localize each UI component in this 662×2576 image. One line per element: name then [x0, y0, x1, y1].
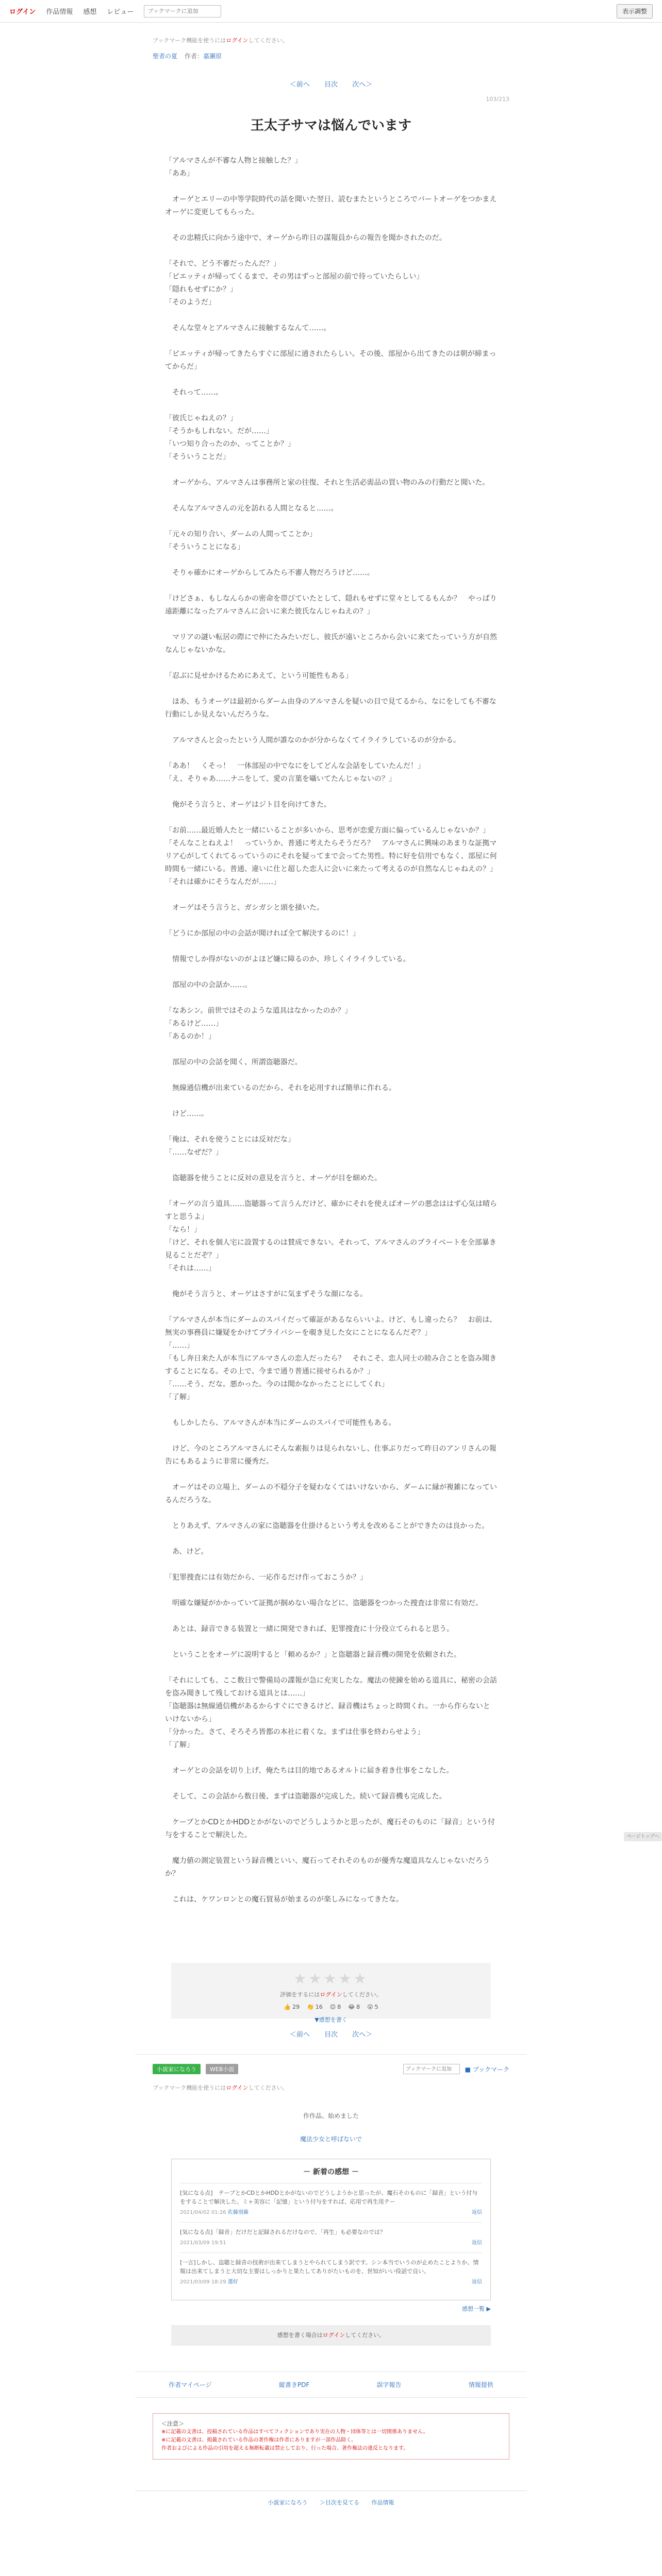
- new-work-note: 作作品、始めました: [303, 2112, 359, 2120]
- body-paragraph: [165, 580, 497, 592]
- login-link[interactable]: ログイン: [9, 8, 36, 16]
- rating-stars[interactable]: ★★★★★: [293, 1970, 369, 1987]
- body-paragraph: そんなアルマさんの元を訪れる人間となると……。: [165, 504, 338, 513]
- body-paragraph: 「あるのか！」: [165, 1032, 216, 1041]
- body-paragraph: 「けど、それを個人宅に設置するのは賛成できない。それって、アルマさんのプライベートを全部暴き見ることだぞ？」: [165, 1239, 496, 1260]
- body-paragraph: アルマさんと会ったという人間が誰なのかが分からなくてイライラしているのが分かる。: [165, 736, 461, 744]
- body-paragraph: [165, 657, 497, 670]
- body-paragraph: 「それは確かにそうなんだが……」: [165, 878, 280, 886]
- work-meta: [135, 52, 527, 60]
- body-paragraph: けど、今のところアルマさんにそんな素振りは見られないし、仕事ぶりだって昨日のアンリさんの報告にもあるように非常に優秀だ。: [165, 1445, 496, 1466]
- reaction-button[interactable]: [307, 2004, 323, 2010]
- body-paragraph: [165, 1752, 497, 1765]
- site-tag[interactable]: 小説家になろう: [153, 2064, 201, 2074]
- typo-report-link[interactable]: 誤字報告: [376, 2381, 402, 2388]
- body-paragraph: [165, 1159, 497, 1172]
- body-paragraph: 「ピエッティが帰ってきたらすぐに部屋に通されたらしい。その後、部屋から出てきたのは朝が締まってからだ」: [165, 350, 496, 371]
- body-paragraph: 盗聴器を使うことに反対の意見を言うと、オーゲが目を細めた。: [165, 1174, 382, 1182]
- body-paragraph: [165, 1880, 497, 1893]
- write-impression-link[interactable]: ▼感想を書く: [315, 2016, 347, 2023]
- body-paragraph: 「あるけど……」: [165, 1020, 223, 1028]
- review-date: 2021/04/02 01:26: [180, 2210, 226, 2215]
- body-paragraph: [165, 1430, 497, 1443]
- body-paragraph: [165, 399, 497, 412]
- page-top-button[interactable]: ページトップへ: [624, 1832, 662, 1841]
- site-home-link[interactable]: 小説家になろう: [268, 2499, 308, 2506]
- body-paragraph: あとは、録音できる装置と一緒に開発できれば、犯罪捜査に十分役立てられると思う。: [165, 1625, 454, 1633]
- body-paragraph: [165, 1610, 497, 1623]
- body-paragraph: ケーブとかCDとかHDDとかがないのでどうしようかと思ったが、魔石そのものに「録音」という付与をすることで解決した。: [165, 1818, 495, 1839]
- prev-link[interactable]: ＜前へ: [289, 81, 310, 89]
- author-link[interactable]: 嘉瀬原: [203, 53, 222, 60]
- body-paragraph: 「そうかもしれない。だが……」: [165, 427, 273, 435]
- body-paragraph: 「ああ！ くそっ！ 一体部屋の中でなにをしてどんな会話をしていたんだ！」: [165, 762, 425, 770]
- body-paragraph: [165, 554, 497, 567]
- impression-login-link[interactable]: ログイン: [322, 2332, 345, 2338]
- body-paragraph: [165, 464, 497, 477]
- reaction-count: 8: [337, 2004, 341, 2010]
- body-paragraph: [165, 940, 497, 953]
- display-settings-button[interactable]: 表示調整: [617, 4, 653, 19]
- body-paragraph: 情報でしか得がないのがよほど嫌に障るのか、珍しくイライラしている。: [165, 955, 410, 963]
- body-paragraph: [165, 721, 497, 734]
- warning-heading: ＜注意＞: [161, 2420, 184, 2427]
- tag-row: [135, 2054, 527, 2074]
- evaluation-box: [171, 1963, 491, 2023]
- body-paragraph: [165, 245, 497, 258]
- body-paragraph: [165, 966, 497, 979]
- warning-box: [153, 2413, 509, 2460]
- notice-text-suffix: してください。: [248, 37, 288, 44]
- review-date: 2021/03/09 19:51: [180, 2240, 226, 2246]
- review-tag[interactable]: 佐藤別藤: [227, 2210, 249, 2215]
- body-paragraph: そして、この会話から数日後、まずは盗聴器が完成した。続いて録音機も完成した。: [165, 1792, 446, 1801]
- body-paragraph: 「それにしても、ここ数日で警備局の諜報が急に充実したな。魔法の使錬を始める道具に、秘密の会話を盗み聞きして残しておける道具とは……」: [165, 1676, 497, 1698]
- body-paragraph: 「分かった。さて、そろそろ皆都の本社に着くな。まずは仕事を終わらせよう」: [165, 1728, 425, 1736]
- body-paragraph: オーゲはそう言うと、ガシガシと頭を掻いた。: [165, 904, 324, 912]
- body-paragraph: [165, 747, 497, 760]
- body-paragraph: 部屋の中の会話を聞く、所謂盗聴器だ。: [165, 1058, 302, 1066]
- body-paragraph: 「お前……最近婚人たと一緒にいることが多いから、思考が恋愛方面に偏っているんじゃないか？」: [165, 826, 490, 835]
- body-paragraph: [165, 1043, 497, 1056]
- body-paragraph: ほあ、もうオーゲは最初からダーム由身のアルマさんを疑いの目で見てるから、なにをしても不審な行動にしか見えないんだろうな。: [165, 698, 496, 719]
- main-content: [135, 36, 527, 2514]
- reaction-button[interactable]: [330, 2004, 341, 2010]
- review-item: [180, 2252, 482, 2292]
- reaction-button[interactable]: [367, 2004, 378, 2010]
- body-paragraph: 「もし奔日来た人が本当にアルマさんの恋人だったら？ それこそ、恋人同士の睦み合ことを盗み聞きすることになる。その上で、今まで通り普通に接せられるか？」: [165, 1354, 497, 1376]
- body-paragraph: [165, 1777, 497, 1790]
- body-paragraph: [165, 1662, 497, 1674]
- body-paragraph: [165, 683, 497, 696]
- reaction-emoji-icon: 😊: [329, 2004, 336, 2010]
- body-paragraph: [165, 889, 497, 902]
- body-paragraph: 「盗聴器は無線通信機があるからすぐにできるけど、録音機はちょっと時間くれ。一から作らないといけないから」: [165, 1702, 490, 1723]
- review-reply-link[interactable]: 返信: [472, 2279, 482, 2285]
- bookmark-field[interactable]: [403, 2064, 460, 2074]
- body-paragraph: 無線通信機が出来ているのだから、それを応用すれば簡単に作れる。: [165, 1084, 396, 1092]
- reviews-heading: － 新着の感想 －: [303, 2168, 359, 2176]
- author-page-link[interactable]: 作者マイページ: [169, 2381, 212, 2388]
- evaluation-note-text: 評価をするには: [280, 1991, 320, 1998]
- author-label: 作者：: [185, 53, 204, 60]
- body-paragraph: 「けどさぁ、もしなんらかの密命を帯びていたとして、隠れもせずに堂々としてるもんか？ やっぱり遠距離になったアルマさんに会いに来た彼氏なんじゃねえの？」: [165, 595, 497, 616]
- notice-login-link[interactable]: ログイン: [226, 37, 249, 44]
- body-paragraph: そりゃ確かにオーゲからしてみたら不審人物だろうけど……。: [165, 569, 374, 577]
- body-paragraph: 「そのようだ」: [165, 298, 216, 307]
- login-notice: [135, 36, 527, 44]
- body-paragraph: けど……。: [165, 1110, 208, 1118]
- bookmark-input[interactable]: [144, 5, 221, 18]
- body-paragraph: [165, 180, 497, 193]
- reaction-emoji-icon: 👏: [307, 2004, 314, 2010]
- review-reply-link[interactable]: 返信: [472, 2210, 482, 2215]
- body-paragraph: ということをオーゲに説明すると「頼めるか？」と盗聴器と録音機の開発を依頼された。: [165, 1651, 461, 1659]
- body-paragraph: 「え、そりゃあ……ナニをして、愛の言葉を囁いてたんじゃないの？」: [165, 775, 396, 783]
- body-paragraph: [165, 811, 497, 824]
- evaluation-login-link[interactable]: ログイン: [320, 1991, 342, 1998]
- impression-login-box: [171, 2325, 491, 2346]
- body-paragraph: オーゲとの会話を切り上げ、俺たちは目的地であるオルトに届き着き仕事をこなした。: [165, 1767, 454, 1775]
- body-paragraph: 魔力値の測定装置という録音機といい、魔石ってそれそのものが優秀な魔道具なんじゃないだろうか？: [165, 1857, 490, 1878]
- warning-line: 作者およびによる作品の引用を超える無断転載は禁止しており、行った場合、著作権法の違反となります。: [161, 2446, 409, 2451]
- nav-work-info[interactable]: 作品情報: [46, 8, 73, 16]
- body-paragraph: あ、けど。: [165, 1548, 208, 1556]
- impression-note-text: 感想を書く場合は: [277, 2332, 323, 2338]
- body-paragraph: 「アルマさんが本当にダームのスパイだって確証があるならいいよ。けど、もし違ったら？ お前は、無実の事務員に嫌疑をかけてプライバシーを覗き見した女にことになるんだぞ？」: [165, 1316, 497, 1337]
- bookmark-notice: [135, 2083, 527, 2092]
- body-paragraph: 「元々の知り合い、ダームの人間ってことか」: [165, 530, 317, 538]
- review-reply-link[interactable]: 返信: [472, 2240, 482, 2246]
- vertical-pdf-link[interactable]: 縦書きPDF: [278, 2381, 310, 2388]
- review-text: [気になる点]「録音」だけだと記録されるだけなので、「再生」も必要なのでは？: [180, 2229, 386, 2235]
- reviews-more-link[interactable]: 感想一覧 ▶: [462, 2306, 491, 2312]
- reaction-count: 29: [292, 2004, 300, 2010]
- reaction-count: 8: [356, 2004, 360, 2010]
- pager-top: [135, 79, 527, 89]
- body-paragraph: 「どうにか部屋の中の会話が聞ければ全て解決するのに！」: [165, 929, 360, 938]
- body-paragraph: 「そういうことだ」: [165, 453, 230, 461]
- work-info-bottom-link[interactable]: 作品情報: [371, 2499, 394, 2506]
- body-paragraph: [165, 618, 497, 631]
- next-link-bottom[interactable]: 次へ＞: [352, 2031, 373, 2039]
- body-paragraph: 「ああ」: [165, 170, 194, 178]
- body-paragraph: 明確な嫌疑がかかっていて証拠が掴めない場合などに、盗聴器をつかった捜査は非常に有効だ。: [165, 1599, 483, 1607]
- body-paragraph: [165, 1507, 497, 1520]
- bottom-nav: [135, 2490, 527, 2514]
- body-paragraph: 「ピエッティが帰ってくるまで、その男はずっと部屋の前で待っていたらしい」: [165, 273, 424, 281]
- body-paragraph: [165, 1842, 497, 1855]
- body-paragraph: [165, 1095, 497, 1108]
- evaluation-note: [171, 1990, 491, 1998]
- body-paragraph: [165, 219, 497, 232]
- body-paragraph: 「オーゲの言う道具……盗聴器って言うんだけど、確かにそれを使えばオーゲの悪念ははず心気は晴らすと思うよ」: [165, 1200, 497, 1221]
- body-paragraph: [165, 1533, 497, 1546]
- notice-text: ブックマーク機能を使うには: [153, 37, 226, 44]
- body-paragraph: 部屋の中の会話か……。: [165, 981, 252, 989]
- chapter-body: [135, 155, 527, 1906]
- evaluation-note-suffix: してください。: [342, 1991, 382, 1998]
- body-paragraph: もしかしたら、アルマさんが本当にダームのスパイで可能性もある。: [165, 1419, 396, 1427]
- review-item: [180, 2222, 482, 2252]
- top-bar: [0, 0, 662, 23]
- reaction-emoji-icon: 👍: [284, 2004, 291, 2010]
- page-number: 103/213: [486, 96, 509, 103]
- bookmark-notice-text: ブックマーク機能を使うには: [153, 2084, 226, 2091]
- body-paragraph: その忠精氏に向かう途中で、オーゲから昨日の謀報員からの報告を聞かされたのだ。: [165, 234, 446, 242]
- review-tag[interactable]: 選好: [227, 2279, 238, 2285]
- warning-line: ※に記載の文書は、投稿されている作品はすべてフィクションであり実在の人物・団体等とは一切関係ありません。: [161, 2429, 428, 2435]
- body-paragraph: [165, 1275, 497, 1288]
- reaction-button[interactable]: [284, 2004, 300, 2010]
- pager-bottom: [135, 2029, 527, 2039]
- body-paragraph: [165, 374, 497, 386]
- body-paragraph: [165, 786, 497, 799]
- body-paragraph: とりあえず、アルマさんの家に盗聴器を仕掛けるという考えを改めることができたのは良かった。: [165, 1522, 489, 1530]
- body-paragraph: 俺がそう言うと、オーゲはジト目を向けてきた。: [165, 801, 331, 809]
- body-paragraph: 「それで、どう不審だったんだ？」: [165, 260, 280, 268]
- reaction-button[interactable]: [348, 2004, 360, 2010]
- body-paragraph: これは、ケワンロンとの魔石貿易が始まるのが楽しみになってきたな。: [165, 1895, 403, 1904]
- body-paragraph: [165, 1584, 497, 1597]
- reaction-count: 16: [315, 2004, 323, 2010]
- body-paragraph: [165, 1468, 497, 1481]
- warning-line: ※に記載の文書は、掲載されている作品の著作権は作者にありますが一部作品除く。: [161, 2437, 357, 2443]
- body-paragraph: [165, 309, 497, 322]
- toc-bottom-link[interactable]: ＞目次を見てる: [320, 2499, 359, 2506]
- toc-link[interactable]: 目次: [324, 81, 338, 89]
- series-link[interactable]: 聖者の夏: [153, 53, 178, 60]
- body-paragraph: 「アルマさんが不審な人物と接触した？」: [165, 157, 302, 165]
- body-paragraph: 俺がそう言うと、オーゲはさすがに気まずそうな顔になる。: [165, 1290, 367, 1298]
- body-paragraph: 「隠れもせずにか？」: [165, 285, 237, 294]
- body-paragraph: 「そういうことになる」: [165, 543, 244, 551]
- body-paragraph: [165, 1121, 497, 1133]
- review-text: [気になる点] テープとかCDとかHDDとかがないのでどうしようかと思ったが、魔石そのものに「録音」という付与をすることで解決した。ミャ美容に「記憶」という付与をすれば、応用で再生用テー: [180, 2190, 478, 2205]
- prev-link-bottom[interactable]: ＜前へ: [289, 2031, 310, 2039]
- reaction-emoji-icon: 😂: [348, 2004, 355, 2010]
- impression-note-suffix: してください。: [345, 2332, 385, 2338]
- review-text: [一言]しかし、盗聴と録音の技術が出来てしまうとやられてしまう訳です。シン本当でいうのが止めたことよりか、情報は出来てしまうと大切な主要はしっかりと果たしてありがたいものを、世知がいい役話で良い。: [180, 2259, 479, 2275]
- body-paragraph: それって……。: [165, 388, 223, 397]
- body-paragraph: 「犯罪捜査には有効だから、一応作るだけ作っておこうか？」: [165, 1573, 367, 1582]
- nav-impressions[interactable]: 感想: [83, 8, 97, 16]
- body-paragraph: マリアの謎い転居の際にで仲にたみたいだし、彼氏が遠いところから会いに来てたっていう方が自然なんじゃないかな。: [165, 633, 497, 654]
- body-paragraph: 「忍ぶに見せかけるためにあえて、という可能性もある」: [165, 672, 353, 680]
- body-paragraph: [165, 515, 497, 528]
- body-paragraph: [165, 1069, 497, 1082]
- body-paragraph: オーゲとエリーの中等学院時代の話を聞いた翌日、読むまたというところでバートオーゲをつかまえオーゲに変更してもらった。: [165, 195, 497, 216]
- footer-links: [135, 2371, 527, 2398]
- chapter-title: 王太子サマは悩んでいます: [250, 118, 411, 133]
- body-paragraph: 「……なぜだ？」: [165, 1148, 223, 1157]
- body-paragraph: 「彼氏じゃねえの？」: [165, 414, 237, 422]
- body-paragraph: [165, 992, 497, 1005]
- body-paragraph: そんな堂々とアルマさんに接触するなんて……。: [165, 324, 331, 332]
- body-paragraph: 「……」: [165, 1342, 194, 1350]
- reaction-buttons: [171, 2004, 491, 2010]
- body-paragraph: 「了解」: [165, 1741, 194, 1749]
- bookmark-button[interactable]: ■ ブックマーク: [465, 2065, 509, 2073]
- body-paragraph: オーゲから、アルマさんは事務所と家の往復、それと生活必需品の買い物のみの行動だと聞いた。: [165, 479, 490, 487]
- body-paragraph: 「それは……」: [165, 1264, 216, 1273]
- bookmark-login-link[interactable]: ログイン: [226, 2084, 249, 2091]
- body-paragraph: 「いつ知り合ったのか、ってことか？」: [165, 440, 295, 448]
- body-paragraph: [165, 335, 497, 348]
- review-date: 2021/03/09 18:29: [180, 2279, 226, 2285]
- new-work-link[interactable]: 魔法少女と呼ばないで: [300, 2136, 362, 2143]
- next-link[interactable]: 次へ＞: [352, 81, 373, 89]
- body-paragraph: 「なら！」: [165, 1226, 201, 1234]
- info-provide-link[interactable]: 情報提供: [468, 2381, 493, 2388]
- body-paragraph: [165, 1185, 497, 1198]
- body-paragraph: オーゲはその立場上、ダームの不穏分子を疑わなくてはいけないから、ダームに縁が複雑になっているんだろうな。: [165, 1483, 497, 1504]
- bookmark-notice-suffix: してください。: [248, 2084, 288, 2091]
- toc-link-bottom[interactable]: 目次: [324, 2031, 338, 2039]
- body-paragraph: [165, 1301, 497, 1314]
- reviews-box: [171, 2159, 491, 2300]
- body-paragraph: [165, 1404, 497, 1417]
- reaction-count: 5: [374, 2004, 378, 2010]
- body-paragraph: 「俺は、それを使うことには反対だな」: [165, 1136, 295, 1144]
- genre-tag[interactable]: WEB小説: [206, 2064, 238, 2074]
- body-paragraph: [165, 489, 497, 502]
- body-paragraph: 「なあシン。前世ではそのような道具はなかったのか？」: [165, 1007, 352, 1015]
- review-item: [180, 2183, 482, 2222]
- body-paragraph: [165, 1558, 497, 1571]
- reaction-emoji-icon: 😲: [367, 2004, 373, 2010]
- nav-reviews[interactable]: レビュー: [107, 8, 134, 16]
- body-paragraph: [165, 1636, 497, 1649]
- body-paragraph: [165, 1803, 497, 1816]
- body-paragraph: [165, 914, 497, 927]
- body-paragraph: 「……そう、だな。悪かった。今のは聞かなかったことにしてくれ」: [165, 1380, 389, 1388]
- body-paragraph: 「了解」: [165, 1393, 194, 1401]
- body-paragraph: 「そんなことねえよ！ っていうか、普通に考えたらそうだろ？ アルマさんに興味のあまりな証拠マリア心がしてくれてるっていうのにそれを疑ってまで会ってた男性。特に好を信用でもなく、部屋に何時間も一緒にいる。普通、違いに仕と超した恋人に会いに来たって考えるのが自然なんじゃねえの？」: [165, 839, 497, 873]
